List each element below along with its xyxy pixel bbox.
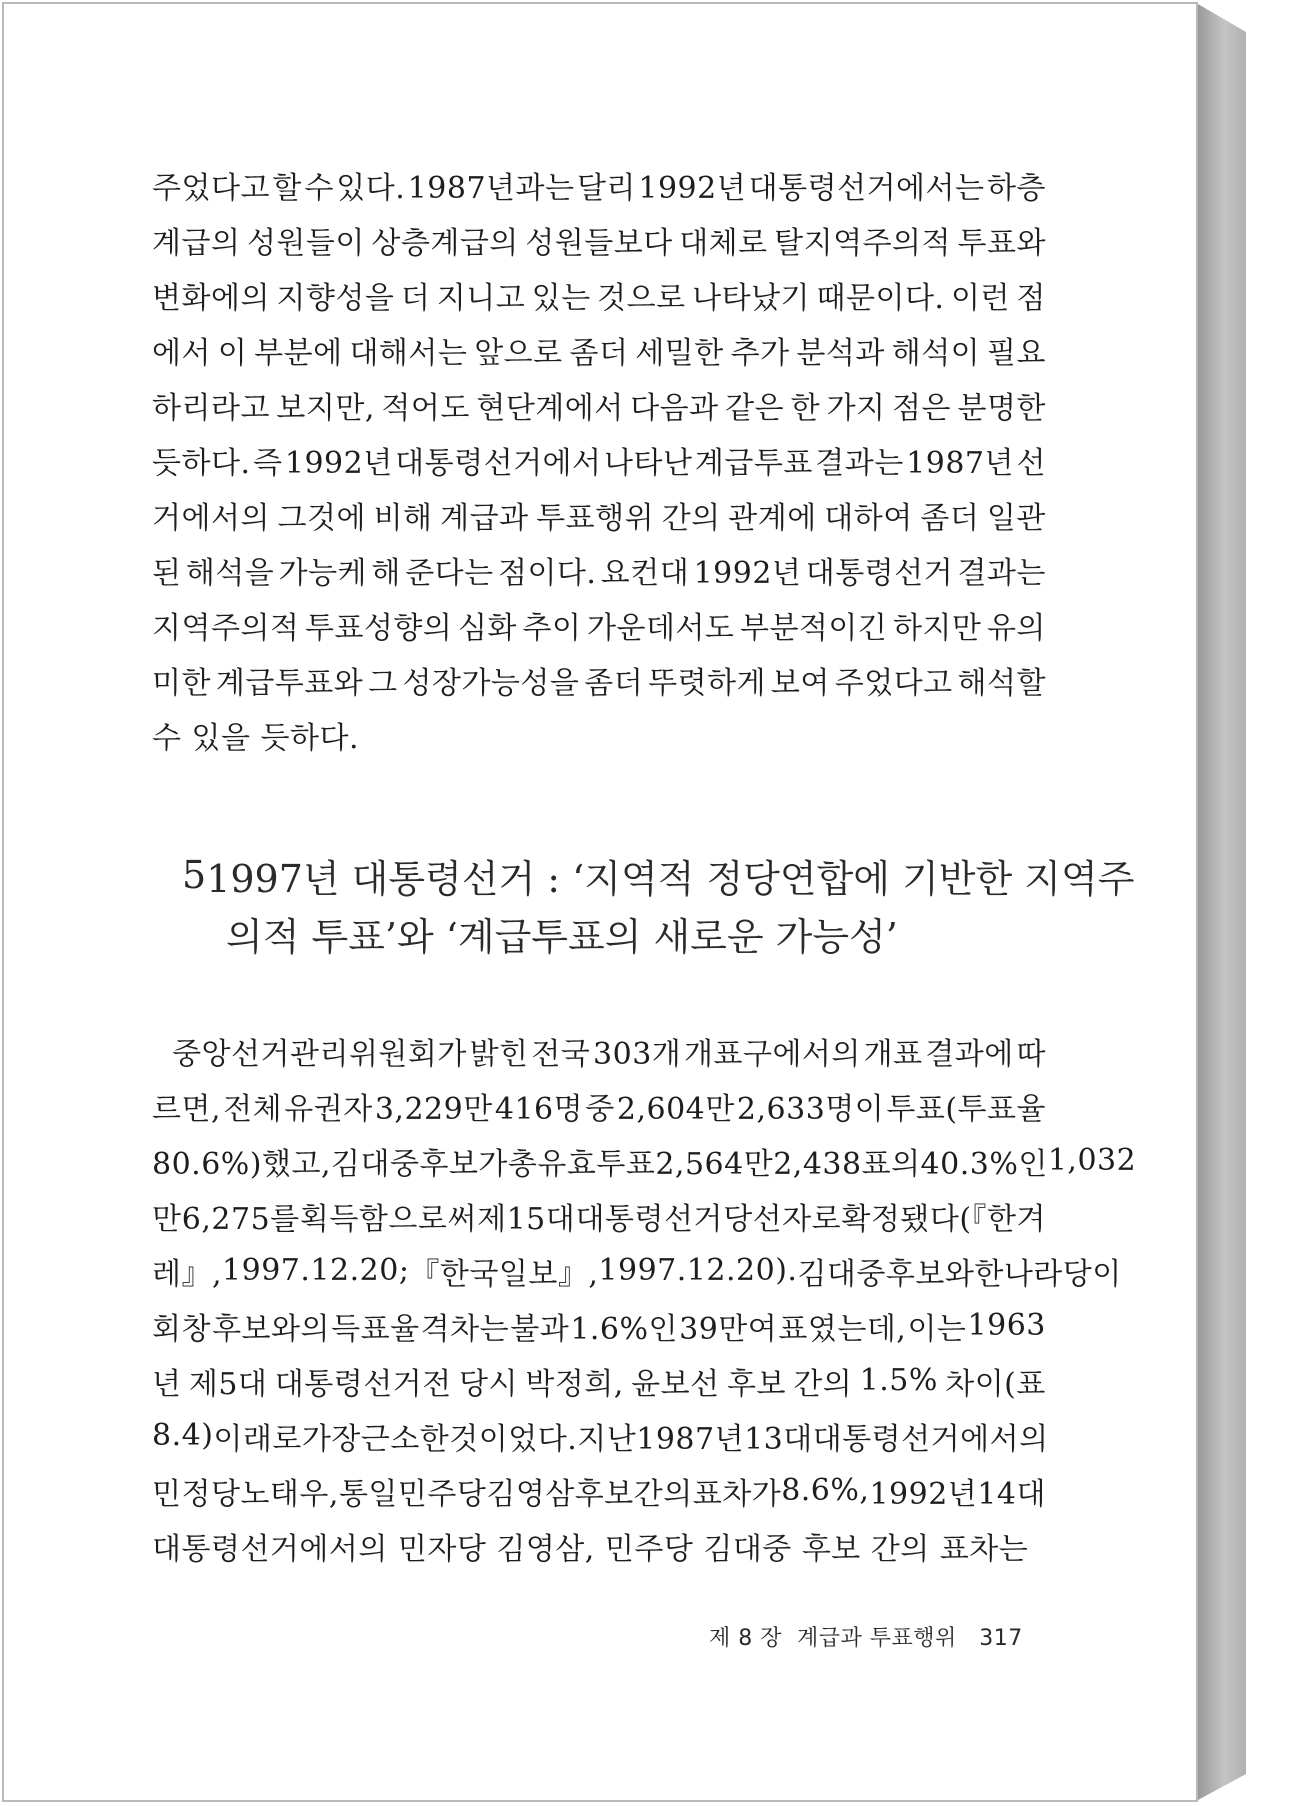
text-line: 계급의 성원들이 상층계급의 성원들보다 대체로 탈지역주의적 투표와 bbox=[152, 225, 1046, 261]
paragraph-2 bbox=[152, 1023, 1137, 1573]
text-line: 80.6%)했고, 김대중 후보가 총유효투표 2,564만 2,438표의 40.3%인 1,032 bbox=[152, 1143, 1137, 1182]
text-line: 레』, 1997. 12. 20 ; 『한국일보』, 1997. 12. 20). 김대중 후보와 한나라당 이 bbox=[152, 1253, 1122, 1292]
text-line: 거에서의 그것에 비해 계급과 투표행위 간의 관계에 대하여 좀더 일관 bbox=[152, 500, 1046, 536]
text-line: 하리라고 보지만, 적어도 현단계에서 다음과 같은 한 가지 점은 분명한 bbox=[152, 390, 1046, 426]
text-line: 된 해석을 가능케 해 준다는 점이다. 요컨대 1992년 대통령선거 결과는 bbox=[152, 555, 1046, 591]
text-line: 미한 계급투표와 그 성장가능성을 좀더 뚜렷하게 보여 주었다고 해석할 bbox=[152, 665, 1046, 701]
text-line: 중앙선거관리위원회가 밝힌 전국 303개 개표구에서의 개표 결과에 따 bbox=[152, 1036, 1046, 1072]
text-line: 변화에의 지향성을 더 지니고 있는 것으로 나타났기 때문이다. 이런 점 bbox=[152, 280, 1046, 316]
section-heading bbox=[182, 846, 1135, 962]
text-line: 듯하다. 즉 1992년 대통령선거에서 나타난 계급투표 결과는 1987년 선 bbox=[152, 445, 1046, 481]
book-page bbox=[2, 2, 1198, 1802]
page-number: 317 bbox=[979, 1626, 1023, 1651]
text-line: 회창 후보와의 득표율 격차는 불과 1.6%인 39만여 표였는데, 이는 1963 bbox=[152, 1308, 1046, 1347]
text-line: 만 6,275를 획득함으로써 제15대 대통령선거 당선자로 확정됐다(『한겨 bbox=[152, 1201, 1046, 1237]
text-line: 수 있을 듯하다. bbox=[152, 720, 359, 756]
text-line: 에서 이 부분에 대해서는 앞으로 좀더 세밀한 추가 분석과 해석이 필요 bbox=[152, 335, 1046, 371]
section-heading-line-1: 1997년 대통령선거 : ‘지역적 정당연합에 기반한 지역주 bbox=[206, 856, 1135, 901]
footer-chapter-title: 계급과 투표행위 bbox=[797, 1626, 957, 1651]
footer-chapter: 제 8 장 bbox=[709, 1626, 782, 1651]
paragraph-1 bbox=[152, 157, 1046, 762]
text-line: 르면, 전체 유권자 3,229만 416명 중 2,604만 2,633명이 투표(투표율 bbox=[152, 1091, 1046, 1127]
page-footer bbox=[709, 1621, 1023, 1652]
section-number: 5 bbox=[182, 853, 207, 897]
section-heading-line-2: 의적 투표’와 ‘계급투표의 새로운 가능성’ bbox=[226, 914, 898, 959]
page-edge-shadow bbox=[1198, 4, 1246, 1800]
text-line: 주었다고 할 수 있다. 1987년과는 달리 1992년 대통령선거에서는 하층 bbox=[152, 170, 1046, 206]
text-line: 대통령선거에서의 민자당 김영삼, 민주당 김대중 후보 간의 표차는 bbox=[152, 1531, 1029, 1567]
text-line: 지역주의적 투표성향의 심화 추이 가운데서도 부분적이긴 하지만 유의 bbox=[152, 610, 1046, 646]
text-line: 년 제5대 대통령선거전 당시 박정희, 윤보선 후보 간의 1.5% 차이(표 bbox=[152, 1363, 1046, 1402]
text-line: 8.4) 이래로 가장 근소한 것이었다. 지난 1987년 13대 대통령선거에서의 bbox=[152, 1418, 1049, 1457]
text-line: 민정당 노태우, 통일민주당 김영삼 후보 간의 표차가 8.6%, 1992년 14대 bbox=[152, 1473, 1046, 1512]
